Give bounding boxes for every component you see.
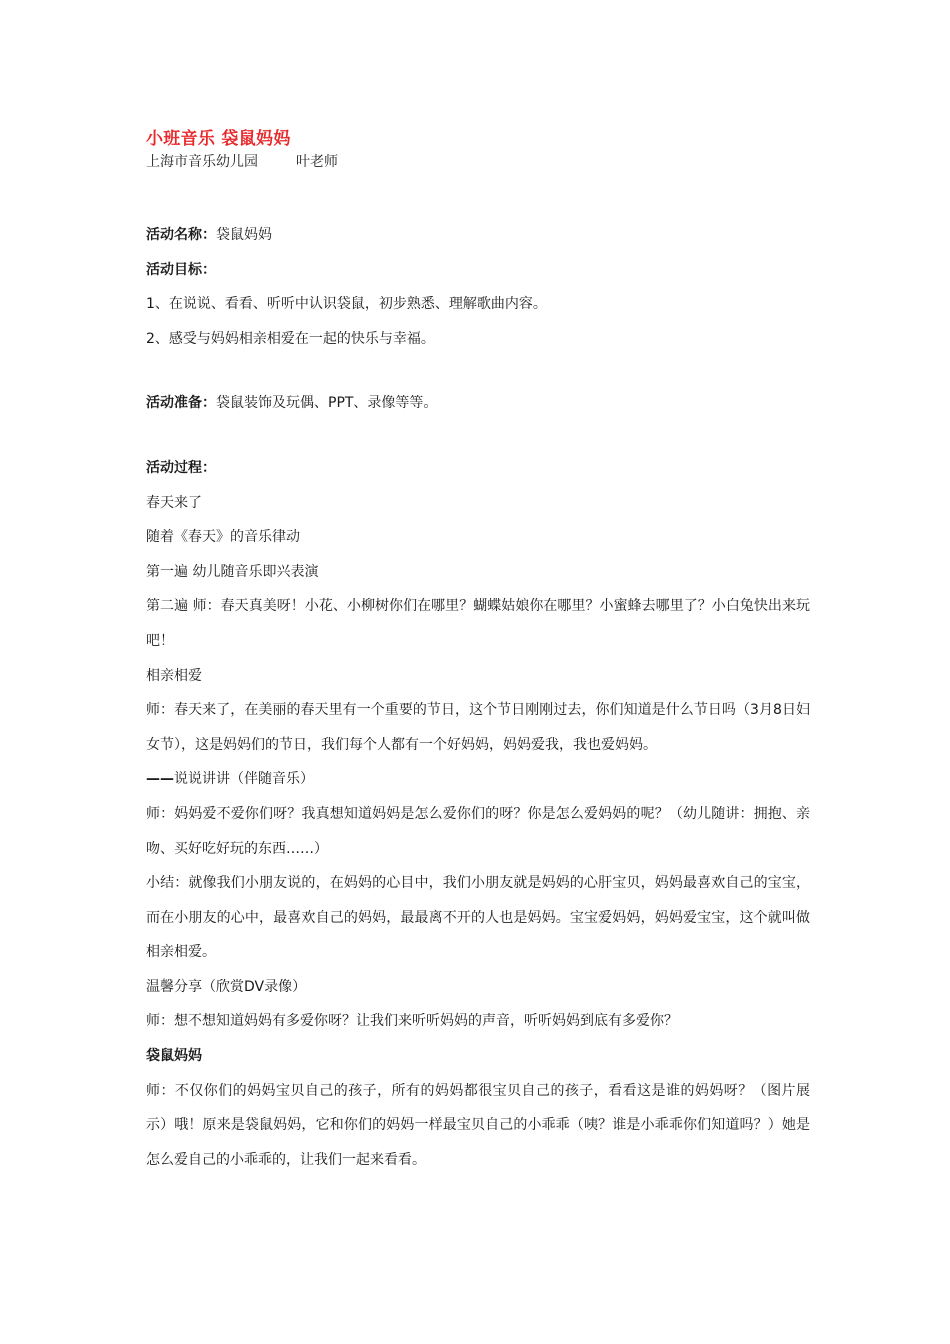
process-paragraph	[146, 762, 810, 797]
goal-item: 1、在说说、看看、听听中认识袋鼠，初步熟悉、理解歌曲内容。	[146, 296, 547, 313]
prep-label: 活动准备：	[146, 395, 216, 412]
process-paragraph: 第二遍 师：春天真美呀！小花、小柳树你们在哪里？蝴蝶姑娘你在哪里？小蜜蜂去哪里了？小白兔快出来玩吧！	[146, 598, 810, 649]
paragraph-spacer	[146, 421, 810, 451]
prep-value: 袋鼠装饰及玩偶、PPT、录像等等。	[216, 395, 438, 412]
dash-mark: ——	[146, 771, 174, 788]
activity-name-line	[146, 218, 810, 253]
process-heading: 活动过程：	[146, 459, 216, 476]
process-paragraph: 师：不仅你们的妈妈宝贝自己的孩子，所有的妈妈都很宝贝自己的孩子，看看这是谁的妈妈呀？（图片展示）哦！原来是袋鼠妈妈，它和你们的妈妈一样最宝贝自己的小乖乖（咦？谁是小乖乖你们知道吗？）她是怎么爱自己的小乖乖的，让我们一起来看看。	[146, 1082, 810, 1168]
paragraph-spacer	[146, 356, 810, 386]
school-name: 上海市音乐幼儿园	[146, 154, 258, 170]
process-paragraph: 师：春天来了，在美丽的春天里有一个重要的节日，这个节日刚刚过去，你们知道是什么节日吗（3月8日妇女节），这是妈妈们的节日，我们每个人都有一个好妈妈，妈妈爱我，我也爱妈妈。	[146, 702, 810, 753]
goal-item: 2、感受与妈妈相亲相爱在一起的快乐与幸福。	[146, 330, 435, 347]
process-paragraph: 小结：就像我们小朋友说的，在妈妈的心目中，我们小朋友就是妈妈的心肝宝贝，妈妈最喜欢自己的宝宝，而在小朋友的心中，最喜欢自己的妈妈，最最离不开的人也是妈妈。宝宝爱妈妈，妈妈爱宝宝，这个就叫做相亲相爱。	[146, 875, 810, 961]
document-body	[146, 218, 810, 1177]
section-label: 说说讲讲（伴随音乐）	[174, 771, 314, 788]
process-paragraph: 随着《春天》的音乐律动	[146, 529, 300, 546]
activity-name-value: 袋鼠妈妈	[216, 227, 272, 243]
prep-line	[146, 386, 810, 421]
process-paragraph: 温馨分享（欣赏DV录像）	[146, 978, 307, 995]
process-paragraph: 春天来了	[146, 494, 202, 511]
author-line	[146, 151, 338, 171]
goals-heading: 活动目标：	[146, 261, 216, 278]
activity-name-label: 活动名称：	[146, 227, 216, 243]
document-title: 小班音乐 袋鼠妈妈	[146, 129, 291, 149]
process-paragraph: 相亲相爱	[146, 667, 202, 684]
process-paragraph: 第一遍 幼儿随音乐即兴表演	[146, 563, 319, 580]
process-paragraph: 师：想不想知道妈妈有多爱你呀？让我们来听听妈妈的声音，听听妈妈到底有多爱你？	[146, 1013, 678, 1030]
teacher-name: 叶老师	[296, 154, 338, 170]
section-heading: 袋鼠妈妈	[146, 1048, 202, 1065]
process-paragraph: 师：妈妈爱不爱你们呀？我真想知道妈妈是怎么爱你们的呀？你是怎么爱妈妈的呢？（幼儿随讲：拥抱、亲吻、买好吃好玩的东西……）	[146, 805, 810, 857]
